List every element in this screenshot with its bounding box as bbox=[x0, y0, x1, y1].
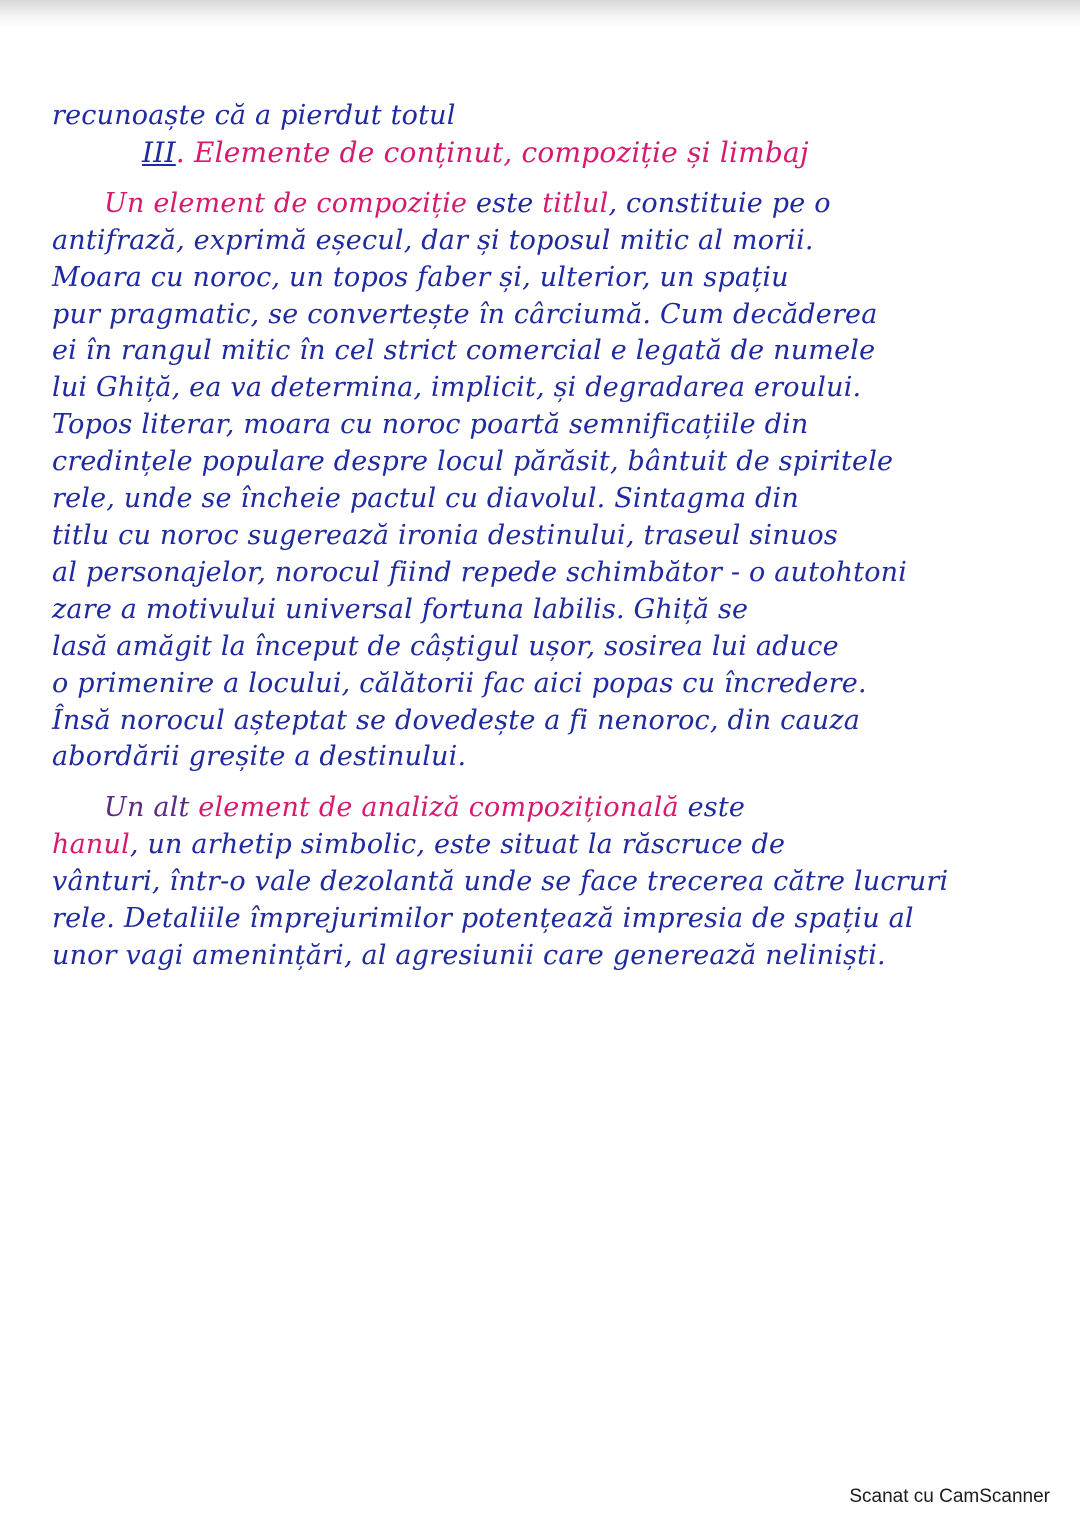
text-line: ei în rangul mitic în cel strict comercial e legată de numele bbox=[52, 335, 876, 367]
p2-highlight: element de analiză compozițională bbox=[198, 792, 679, 824]
paragraph-2-second-line bbox=[52, 827, 1042, 864]
scanner-watermark: Scanat cu CamScanner bbox=[849, 1486, 1050, 1507]
text-line: lasă amăgit la început de câștigul ușor, sosirea lui aduce bbox=[52, 630, 839, 662]
paragraph-1-first-line bbox=[52, 186, 1042, 223]
text-line: unor vagi amenințări, al agresiunii care generează neliniști. bbox=[52, 939, 886, 971]
text-line: Topos literar, moara cu noroc poartă semnificațiile din bbox=[52, 409, 809, 441]
text-line: pur pragmatic, se convertește în cârciumă. Cum decăderea bbox=[52, 298, 878, 330]
p1-end: , constituie pe o bbox=[608, 187, 831, 219]
text-line: rele, unde se încheie pactul cu diavolul. Sintagma din bbox=[52, 483, 799, 515]
p2-key-term: hanul bbox=[52, 829, 130, 861]
text-line: zare a motivului universal fortuna labilis. Ghiță se bbox=[52, 593, 749, 625]
p1-mid: este bbox=[467, 187, 543, 219]
p2-end: este bbox=[678, 792, 746, 824]
text-line: vânturi, într-o vale dezolantă unde se face trecerea către lucruri bbox=[52, 866, 949, 898]
heading-numeral: III bbox=[142, 135, 176, 169]
text-line: credințele populare despre locul părăsit, bântuit de spiritele bbox=[52, 446, 894, 478]
text-line: recunoaște că a pierdut totul bbox=[52, 100, 456, 131]
text-line: Însă norocul așteptat se dovedește a fi nenoroc, din cauza bbox=[52, 704, 861, 736]
text-line: Moara cu noroc, un topos faber și, ulterior, un spațiu bbox=[52, 261, 789, 293]
p2-start: Un alt bbox=[104, 792, 199, 824]
scan-edge-shadow bbox=[0, 0, 1080, 28]
p1-key-term: titlul bbox=[542, 187, 609, 219]
text-line: abordării greșite a destinului. bbox=[52, 741, 467, 773]
handwritten-notes bbox=[52, 98, 1042, 975]
text-line: o primenire a locului, călătorii fac aici popas cu încredere. bbox=[52, 667, 867, 699]
text-line: rele. Detaliile împrejurimilor potențează impresia de spațiu al bbox=[52, 903, 914, 935]
text-line: titlu cu noroc sugerează ironia destinului, traseul sinuos bbox=[52, 519, 838, 551]
text-line: lui Ghiță, ea va determina, implicit, și degradarea eroului. bbox=[52, 372, 862, 404]
text-line: antifrază, exprimă eșecul, dar și toposul mitic al morii. bbox=[52, 224, 814, 256]
p2-rest: , un arhetip simbolic, este situat la răscruce de bbox=[129, 829, 786, 861]
p1-start: Un element de compoziție bbox=[104, 187, 468, 219]
section-heading bbox=[142, 135, 1042, 172]
heading-text: . Elemente de conținut, compoziție și limbaj bbox=[175, 135, 809, 169]
paragraph-2-first-line bbox=[52, 790, 1042, 827]
text-line: al personajelor, norocul fiind repede schimbător - o autohtoni bbox=[52, 556, 908, 588]
